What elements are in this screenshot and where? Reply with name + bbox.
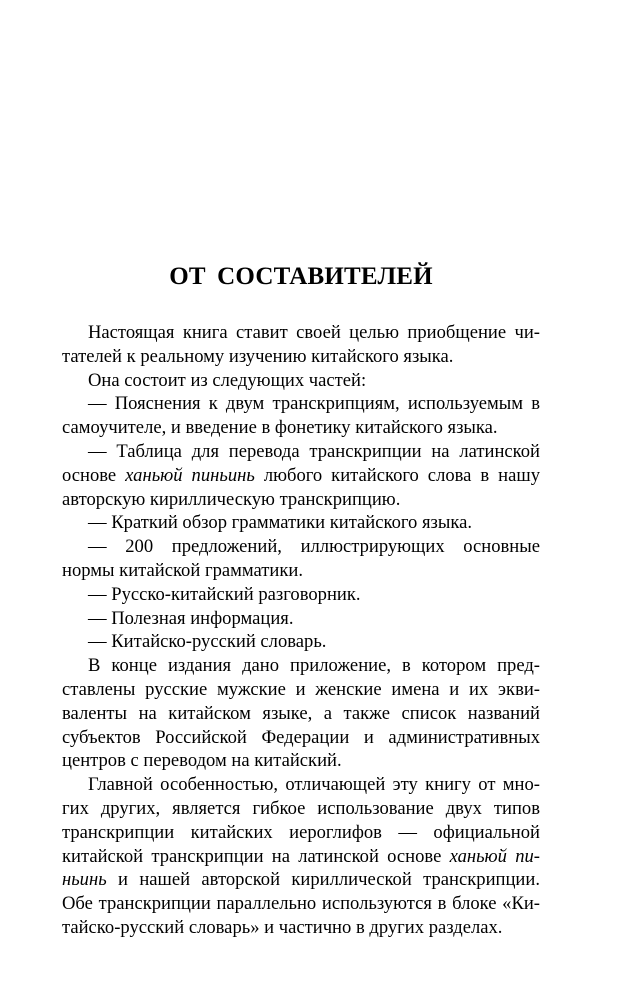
preface-body	[62, 321, 540, 940]
text-line: самоучителе, и введение в фонетику китайского языка.	[62, 417, 498, 439]
paragraph-item-dictionary	[62, 630, 540, 654]
italic-term: ньинь	[62, 869, 107, 891]
text-line: нормы китайской грамматики.	[62, 559, 304, 581]
text-line: транскрипции китайских иероглифов — официальной	[62, 821, 540, 843]
paragraph-item-transcriptions	[62, 392, 540, 440]
page-title: ОТ СОСТАВИТЕЛЕЙ	[169, 263, 433, 290]
text-line: — Китайско-русский словарь.	[88, 631, 327, 653]
text-line: Настоящая книга ставит своей целью приобщение чи-	[88, 322, 540, 343]
text-line: Обе транскрипции параллельно используются в блоке «Ки-	[62, 893, 540, 915]
paragraph-parts-intro	[62, 369, 540, 393]
text-line: ставлены русские мужские и женские имена и их экви-	[62, 678, 540, 700]
text-line-mixed	[62, 868, 540, 892]
text-line: центров с переводом на китайский.	[62, 750, 342, 772]
paragraph-item-grammar	[62, 511, 540, 535]
book-page	[62, 0, 540, 1000]
paragraph-appendix	[62, 654, 540, 773]
paragraph-main-feature	[62, 773, 540, 940]
text-line: — Краткий обзор грамматики китайского языка.	[88, 512, 473, 534]
text-line: — Полезная информация.	[88, 607, 294, 629]
text-line: В конце издания дано приложение, в котором пред-	[88, 655, 540, 677]
text-line-mixed	[62, 464, 540, 488]
text-segment: основе	[62, 464, 126, 486]
italic-term: ханьюй пи-	[449, 845, 540, 867]
paragraph-item-sentences	[62, 535, 540, 583]
text-line: — Русско-китайский разговорник.	[88, 583, 361, 605]
text-line: тателей к реальному изучению китайского языка.	[62, 345, 454, 367]
text-line: авторскую кириллическую транскрипцию.	[62, 488, 401, 510]
text-line-mixed	[62, 845, 540, 869]
text-line: субъектов Российской Федерации и административных	[62, 726, 540, 748]
text-segment: любого китайского слова в нашу	[254, 464, 540, 486]
paragraph-intro	[62, 321, 540, 369]
text-line: валенты на китайском языке, а также список названий	[62, 702, 540, 724]
italic-term: ханьюй пиньинь	[125, 464, 255, 486]
text-line: тайско-русский словарь» и частично в других разделах.	[62, 916, 503, 938]
paragraph-item-info	[62, 607, 540, 631]
paragraph-item-table	[62, 440, 540, 511]
text-line: гих других, является гибкое использование двух типов	[62, 797, 540, 819]
text-line: — Пояснения к двум транскрипциям, используемым в	[88, 393, 540, 415]
paragraph-item-phrasebook	[62, 583, 540, 607]
text-line: Главной особенностью, отличающей эту книгу от мно-	[88, 774, 540, 796]
text-line: — 200 предложений, иллюстрирующих основные	[88, 536, 540, 558]
text-segment: и нашей авторской кириллической транскрипции.	[106, 869, 540, 891]
text-line: — Таблица для перевода транскрипции на латинской	[88, 440, 540, 462]
text-segment: китайской транскрипции на латинской основе	[62, 845, 450, 867]
text-line: Она состоит из следующих частей:	[88, 369, 367, 391]
